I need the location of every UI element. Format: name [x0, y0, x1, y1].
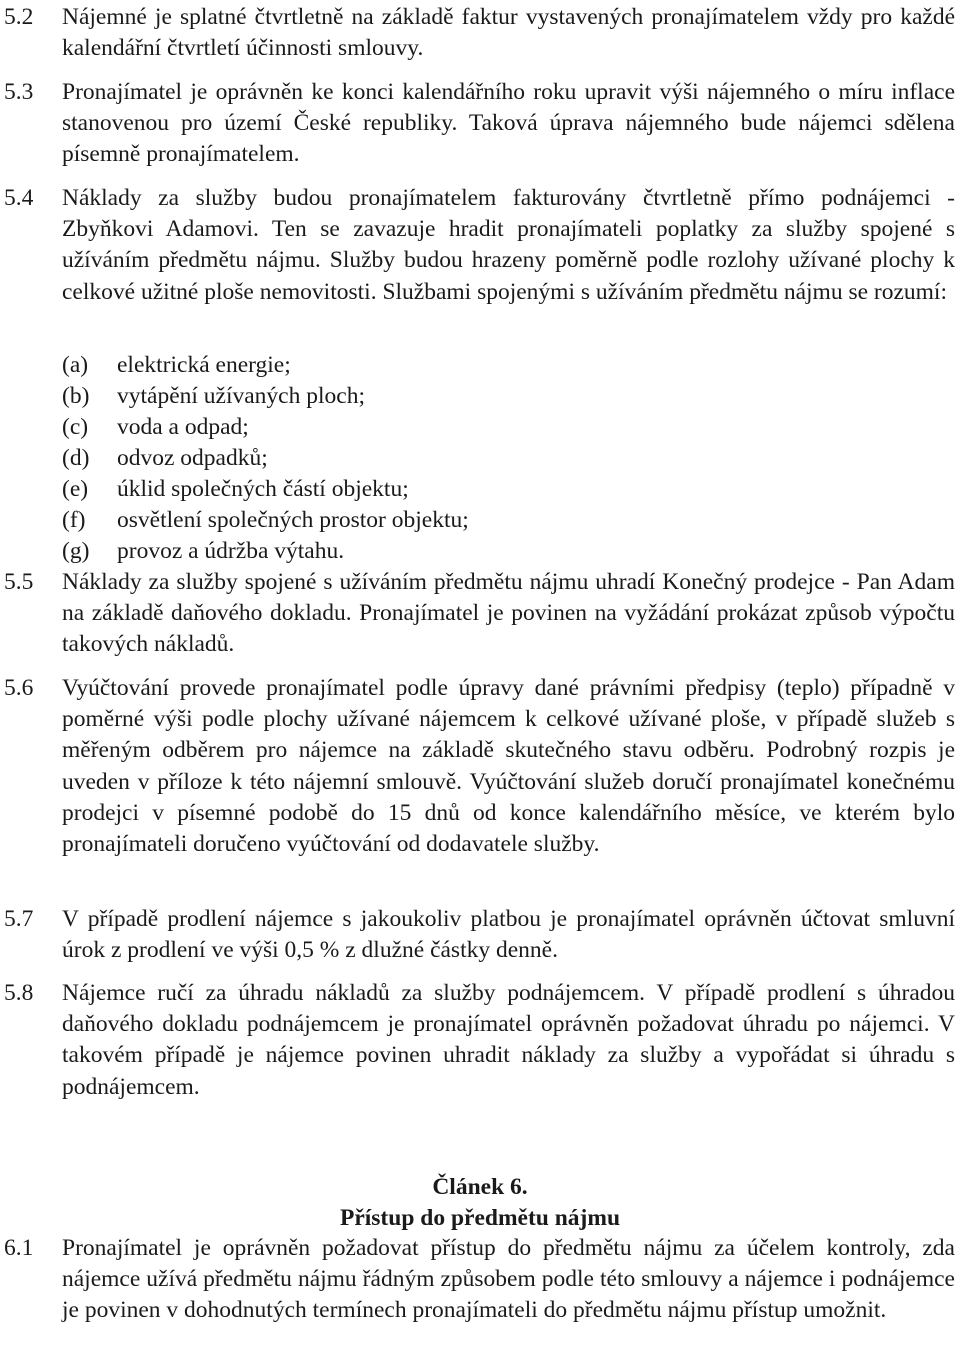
clause-5-4 — [0, 183, 955, 308]
clause-number: 5.5 — [4, 569, 34, 595]
clause-5-7 — [0, 904, 955, 966]
clause-text: Náklady za služby budou pronajímatelem fakturovány čtvrtletně přímo podnájemci - Zbyňkovi Adamovi. Ten se zavazuje hradit pronajímateli poplatky za služby spojené s užíváním předmětu nájmu. Služby budou hrazeny poměrně podle rozlohy užívané plochy k celkové užitné ploše nemovitosti. Službami spojenými s užíváním předmětu nájmu se rozumí: — [62, 185, 955, 305]
clause-5-6 — [0, 673, 955, 860]
list-item — [62, 505, 942, 536]
clause-6-1 — [0, 1233, 955, 1327]
clause-text: Nájemce ručí za úhradu nákladů za služby podnájemcem. V případě prodlení s úhradou daňového dokladu podnájemcem je pronajímatel oprávněn požadovat úhradu po nájemci. V takovém případě je nájemce povinen uhradit náklady za služby a vypořádat si úhradu s podnájemcem. — [62, 980, 955, 1100]
clause-text: V případě prodlení nájemce s jakoukoliv platbou je pronajímatel oprávněn účtovat smluvní úrok z prodlení ve výši 0,5 % z dlužné částky denně. — [62, 906, 955, 964]
list-item-label: (g) — [62, 538, 90, 564]
list-item — [62, 350, 942, 381]
clause-number: 5.4 — [4, 185, 34, 211]
clause-number: 5.2 — [4, 4, 34, 30]
list-item-text: odvoz odpadků; — [117, 445, 268, 471]
clause-number: 5.3 — [4, 79, 34, 105]
clause-text: Náklady za služby spojené s užíváním předmětu nájmu uhradí Konečný prodejce - Pan Adam na základě daňového dokladu. Pronajímatel je povinen na vyžádání prokázat způsob výpočtu takových nákladů. — [62, 569, 955, 658]
list-item-label: (f) — [62, 507, 86, 533]
clause-number: 5.8 — [4, 980, 34, 1006]
list-item — [62, 412, 942, 443]
list-item-text: elektrická energie; — [117, 352, 291, 378]
list-item — [62, 536, 942, 567]
list-item-label: (b) — [62, 383, 90, 409]
clause-text: Pronajímatel je oprávněn požadovat přístup do předmětu nájmu za účelem kontroly, zda nájemce užívá předmětu nájmu řádným způsobem podle této smlouvy a nájemce i podnájemce je povinen v dohodnutých termínech pronajímateli do předmětu nájmu přístup umožnit. — [62, 1235, 955, 1324]
list-item-text: vytápění užívaných ploch; — [117, 383, 365, 409]
clause-text: Nájemné je splatné čtvrtletně na základě faktur vystavených pronajímatelem vždy pro každé kalendářní čtvrtletí účinnosti smlouvy. — [62, 4, 955, 62]
clause-number: 5.7 — [4, 906, 34, 932]
clause-5-8 — [0, 978, 955, 1103]
clause-number: 6.1 — [4, 1235, 34, 1261]
article-title: Přístup do předmětu nájmu — [339, 1205, 621, 1231]
list-item-text: voda a odpad; — [117, 414, 249, 440]
clause-5-2 — [0, 2, 955, 64]
list-item — [62, 443, 942, 474]
list-item-label: (a) — [62, 352, 89, 378]
list-item-label: (e) — [62, 476, 89, 502]
services-list — [62, 350, 942, 567]
clause-5-3 — [0, 77, 955, 171]
list-item-text: úklid společných částí objektu; — [117, 476, 409, 502]
clause-5-5 — [0, 567, 955, 661]
clause-number: 5.6 — [4, 675, 34, 701]
list-item — [62, 474, 942, 505]
list-item-text: osvětlení společných prostor objektu; — [117, 507, 469, 533]
clause-text: Pronajímatel je oprávněn ke konci kalendářního roku upravit výši nájemného o míru inflace stanovenou pro území České republiky. Taková úprava nájemného bude nájemci sdělena písemně pronajímatelem. — [62, 79, 955, 168]
article-number: Článek 6. — [432, 1174, 528, 1200]
list-item-label: (c) — [62, 414, 89, 440]
list-item-text: provoz a údržba výtahu. — [117, 538, 345, 564]
list-item-label: (d) — [62, 445, 90, 471]
clause-text: Vyúčtování provede pronajímatel podle úpravy dané právními předpisy (teplo) případně v poměrné výši podle plochy užívané nájemcem k celkové užívané ploše, v případě služeb s měřeným odběrem pro nájemce na základě skutečného stavu odběru. Podrobný rozpis je uveden v příloze k této nájemní smlouvě. Vyúčtování služeb doručí pronajímatel konečnému prodejci v písemné podobě do 15 dnů od konce kalendářního měsíce, ve kterém bylo pronajímateli doručeno vyúčtování od dodavatele služby. — [62, 675, 955, 858]
list-item — [62, 381, 942, 412]
